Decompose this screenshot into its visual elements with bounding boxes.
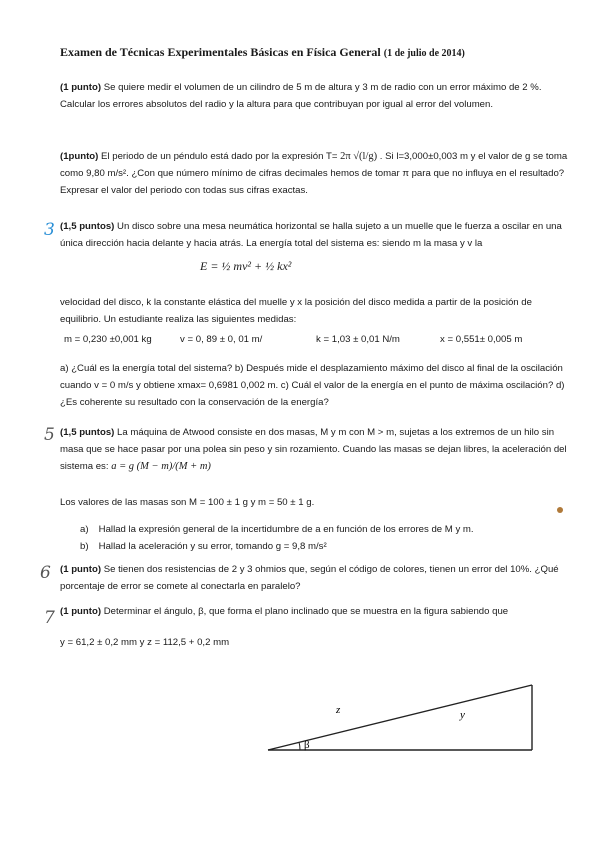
label-beta: β: [304, 739, 310, 751]
q4-text-2: Los valores de las masas son M = 100 ± 1 g y m = 50 ± 1 g.: [60, 497, 315, 508]
question-6: [60, 603, 575, 620]
q3-energy-formula: E = ½ mv² + ½ kx²: [200, 259, 292, 273]
q4-item-a-text: Hallad la expresión general de la incertidumbre de a en función de los errores de M y m.: [98, 524, 474, 535]
q6-values: y = 61,2 ± 0,2 mm y z = 112,5 + 0,2 mm: [60, 637, 230, 648]
question-1: [60, 79, 575, 113]
question-3: [60, 218, 575, 252]
q3-text-3: a) ¿Cuál es la energía total del sistema? b) Después mide el desplazamiento máximo del disco al final de la oscilación cuando v = 0 m/s y obtiene xmax= 0,6981 0,002 m. c) Cuál el valor de la energía en el punto de máxima oscilación? d) ¿Es coherente su resultado con la conservación de la energía?: [60, 363, 565, 408]
q2-formula: 2π √(l/g): [340, 151, 378, 162]
q3-text: Un disco sobre una mesa neumática horizontal se halla sujeto a un muelle que le fuerza a oscilar en una única dirección hacia delante y hacia atrás. La energía total del sistema es: siendo m la masa y v la: [60, 221, 562, 249]
q5-text: Se tienen dos resistencias de 2 y 3 ohmios que, según el código de colores, tienen un error del 10%. ¿Qué porcentaje de error se comete al conectarla en paralelo?: [60, 564, 559, 592]
q4-item-a-label: a): [80, 524, 89, 535]
q3-label: (1,5 puntos): [60, 221, 115, 232]
q4-handwritten-mark: 5: [44, 425, 55, 445]
ink-spot: [557, 507, 563, 513]
q5-label: (1 punto): [60, 564, 102, 575]
q4-text: La máquina de Atwood consiste en dos masas, M y m con M > m, sujetas a los extremos de un hilo sin masa que se hace pasar por una polea sin peso y sin rozamiento. Cuando las masas se dejan libres, la aceleración del sistema es:: [60, 427, 567, 472]
q4-item-a: [80, 521, 560, 538]
q3-measure-k: k = 1,03 ± 0,01 N/m: [316, 334, 400, 345]
q6-label: (1 punto): [60, 606, 102, 617]
exam-title: [60, 44, 580, 62]
q5-handwritten-mark: 6: [40, 563, 51, 583]
q4-label: (1,5 puntos): [60, 427, 115, 438]
q3-text-2: velocidad del disco, k la constante elástica del muelle y x la posición del disco medida a partir de la posición de equilibrio. Un estudiante realiza las siguientes medidas:: [60, 297, 532, 325]
q6-text: Determinar el ángulo, β, que forma el plano inclinado que se muestra en la figura sabiendo que: [103, 606, 509, 617]
q3-measure-m: m = 0,230 ±0,001 kg: [64, 334, 152, 345]
q3-handwritten-mark: 3: [44, 220, 55, 240]
q2-text-pre: El periodo de un péndulo está dado por la expresión T=: [101, 151, 338, 162]
q4-item-b-text: Hallad la aceleración y su error, tomando g = 9,8 m/s²: [98, 541, 327, 552]
q2-text-post: . Si l=3,000±0,003 m y el valor de g se toma como 9,80 m/s². ¿Con que número mínimo de cifras decimales hemos de tomar π para que no influya en el resultado? Expresar el valor del periodo con todas sus cifras exactas.: [60, 151, 568, 196]
q3-measure-x: x = 0,551± 0,005 m: [440, 334, 523, 345]
q4-item-b-label: b): [80, 541, 89, 552]
q4-item-b: [80, 538, 560, 555]
inclined-plane-figure: [260, 680, 580, 770]
q1-label: (1 punto): [60, 82, 102, 93]
q2-label: (1punto): [60, 151, 99, 162]
q1-text: Se quiere medir el volumen de un cilindro de 5 m de altura y 3 m de radio con un error máximo de 2 %. Calcular los errores absolutos del radio y la altura para que contribuyan por igual al error del volumen.: [60, 82, 542, 110]
q6-handwritten-mark: 7: [44, 608, 55, 628]
q4-formula: a = g (M − m)/(M + m): [111, 461, 211, 472]
question-4: [60, 424, 575, 475]
q3-measure-v: v = 0, 89 ± 0, 01 m/: [180, 334, 263, 345]
title-date: (1 de julio de 2014): [383, 48, 465, 59]
question-2: [60, 148, 575, 199]
question-5: [60, 561, 575, 595]
label-z: z: [336, 704, 341, 716]
angle-arc: [299, 742, 300, 750]
title-text: Examen de Técnicas Experimentales Básicas en Física General: [60, 45, 381, 59]
label-y: y: [460, 709, 465, 721]
